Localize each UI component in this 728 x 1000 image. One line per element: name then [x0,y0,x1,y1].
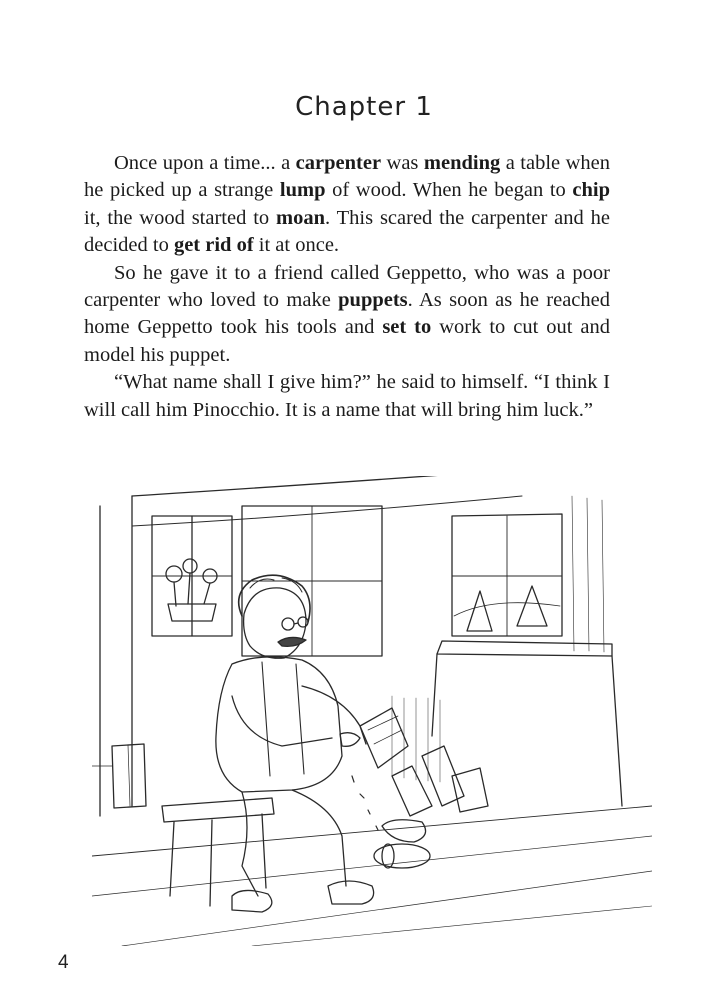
paragraph-3 [84,369,610,424]
text-run: Once upon a time... a [114,152,296,174]
story-text [84,150,610,424]
vocabulary-word: lump [279,179,326,202]
text-run: a table when he picked up a strange [84,152,610,202]
text-run: . As soon as he reached home Geppetto took his tools and [84,289,611,339]
text-run: it, the wood started to [84,206,277,229]
text-run: “What name shall I give him?” he said to himself. “I think I will call him Pinocchio. It is a name that will bring him luck.” [84,371,610,421]
text-run: of wood. When he began to [325,179,573,202]
chapter-title: Chapter 1 [295,92,433,122]
text-run: . This scared the carpenter and he decided to [84,206,610,257]
vocabulary-word: chip [572,179,610,202]
vocabulary-word: carpenter [295,152,382,174]
paragraph-1 [84,150,610,260]
vocabulary-word: get rid of [173,234,254,257]
text-run: So he gave it to a friend called Geppetto, who was a poor carpenter who loved to make [84,261,610,312]
text-run: was [381,152,424,174]
paragraph-2 [84,260,610,370]
geppetto-carving-illustration [92,476,652,946]
vocabulary-word: moan [276,206,326,229]
page-number: 4 [58,952,69,973]
text-run: work to cut out and model his puppet. [84,316,610,366]
vocabulary-word: set to [382,316,432,339]
vocabulary-word: mending [423,152,501,174]
text-run: it at once. [253,234,340,257]
vocabulary-word: puppets [338,289,408,312]
